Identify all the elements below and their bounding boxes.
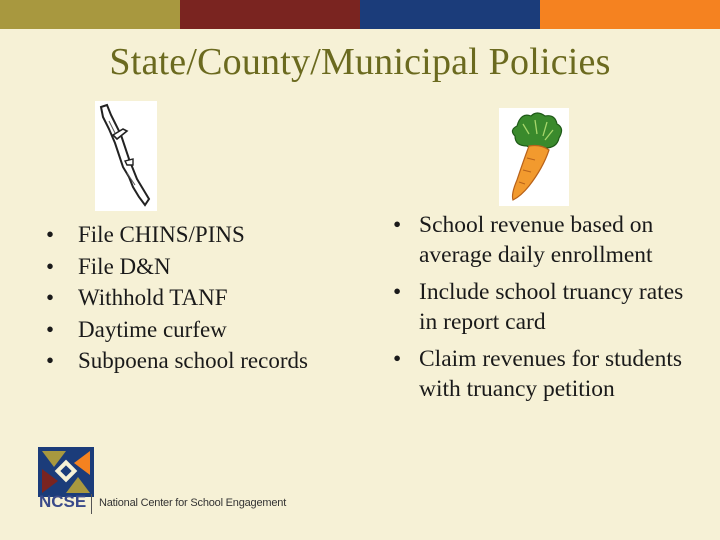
carrot-icon <box>499 108 569 206</box>
bullet-dot: • <box>393 279 402 305</box>
bullet-dot: • <box>46 348 55 373</box>
logo-acronym: NCSE <box>39 492 87 511</box>
list-item: • Claim revenues for students with truancy petition <box>393 346 683 402</box>
left-bullet-list <box>45 219 375 377</box>
right-bullet-list <box>391 210 691 411</box>
bullet-dot: • <box>46 285 55 310</box>
band-maroon <box>180 0 360 29</box>
bullet-dot: • <box>393 212 402 238</box>
list-item: • Daytime curfew <box>45 314 375 346</box>
stick-icon <box>95 101 157 211</box>
bullet-dot: • <box>46 222 55 247</box>
logo-tagline: National Center for School Engagement <box>99 497 287 509</box>
list-item: • Include school truancy rates in report card <box>393 279 684 335</box>
band-olive <box>0 0 180 29</box>
bullet-dot: • <box>46 316 55 342</box>
slide-title: State/County/Municipal Policies <box>109 41 611 83</box>
list-item: • Subpoena school records <box>45 345 375 377</box>
bullet-dot: • <box>393 346 402 372</box>
list-item: • Withhold TANF <box>45 282 375 314</box>
band-orange <box>540 0 720 29</box>
list-item: • File CHINS/PINS <box>45 219 375 251</box>
logo-divider <box>91 494 92 514</box>
list-item: • File D&N <box>45 251 375 283</box>
bullet-dot: • <box>46 253 55 279</box>
top-color-band <box>0 0 720 29</box>
list-item: • School revenue based on average daily enrollment <box>393 212 654 268</box>
band-navy <box>360 0 540 29</box>
